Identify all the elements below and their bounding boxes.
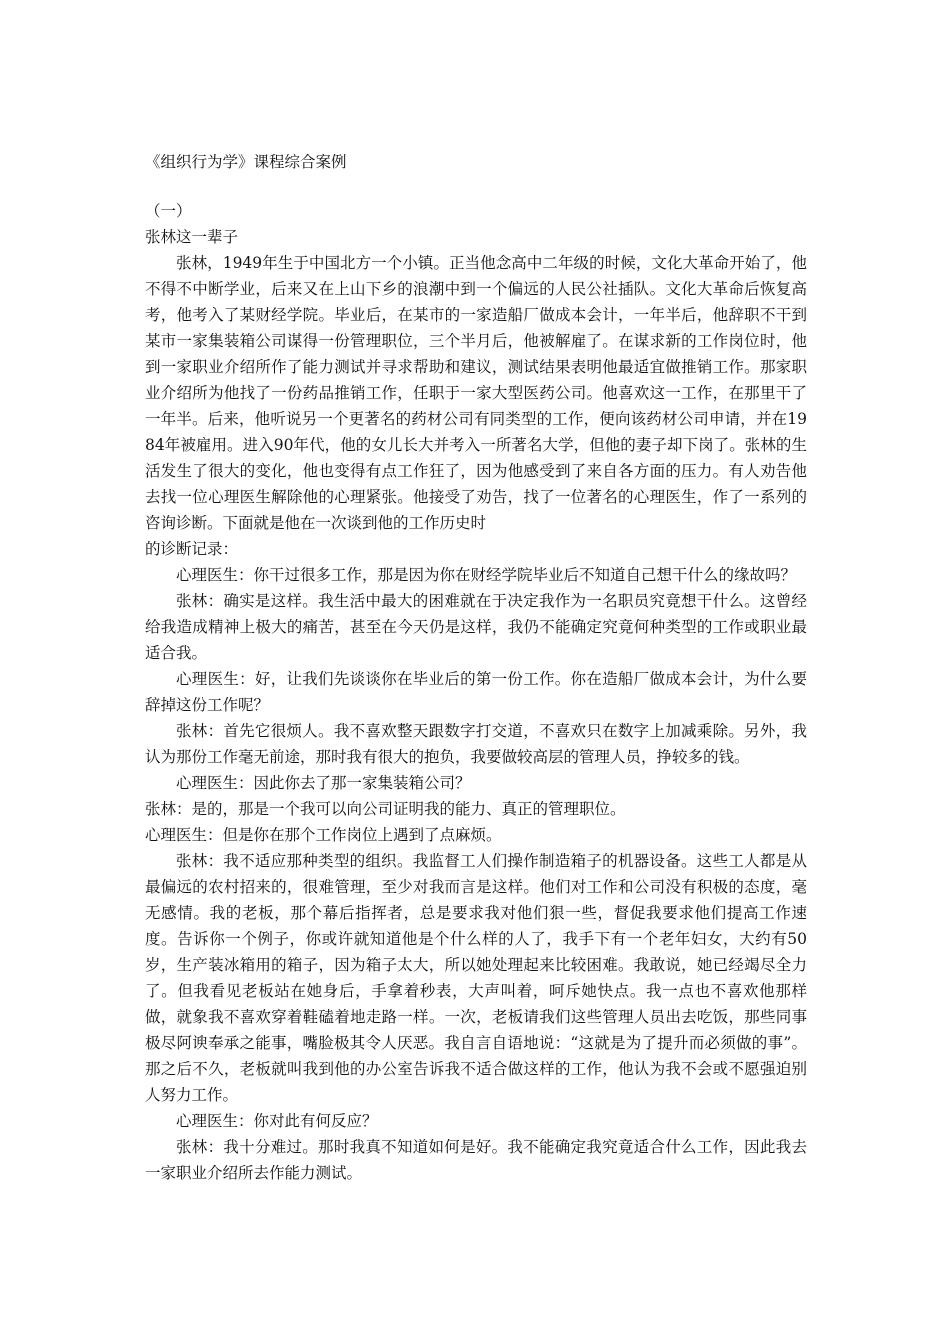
- document-page: [145, 150, 807, 1186]
- body-paragraph: 张林：我十分难过。那时我真不知道如何是好。我不能确定我究竟适合什么工作，因此我去一家职业介绍所去作能力测试。: [145, 1138, 807, 1182]
- body-paragraph: 张林：确实是这样。我生活中最大的困难就在于决定我作为一名职员究竟想干什么。这曾经给我造成精神上极大的痛苦，甚至在今天仍是这样，我仍不能确定究竟何种类型的工作或职业最适合我。: [145, 592, 807, 662]
- body-paragraph: 心理医生：好，让我们先谈谈你在毕业后的第一份工作。你在造船厂做成本会计，为什么要辞掉这份工作呢？: [145, 670, 807, 714]
- case-title: 张林这一辈子: [145, 228, 239, 246]
- body-paragraph: 张林：首先它很烦人。我不喜欢整天跟数字打交道，不喜欢只在数字上加减乘除。另外，我认为那份工作毫无前途，那时我有很大的抱负，我要做较高层的管理人员，挣较多的钱。: [145, 722, 807, 766]
- body-paragraph: 心理医生：但是你在那个工作岗位上遇到了点麻烦。: [145, 826, 502, 844]
- body-paragraph: 张林，1949年生于中国北方一个小镇。正当他念高中二年级的时候，文化大革命开始了，他不得不中断学业，后来又在上山下乡的浪潮中到一个偏远的人民公社插队。文化大革命后恢复高考，他考入了某财经学院。毕业后，在某市的一家造船厂做成本会计，一年半后，他辞职不干到某市一家集装箱公司谋得一份管理职位，三个半月后，他被解雇了。在谋求新的工作岗位时，他到一家职业介绍所作了能力测试并寻求帮助和建议，测试结果表明他最适宜做推销工作。那家职业介绍所为他找了一份药品推销工作，任职于一家大型医药公司。他喜欢这一工作，在那里干了一年半。后来，他听说另一个更著名的药材公司有同类型的工作，便向该药材公司申请，并在1984年被雇用。进入90年代，他的女儿长大并考入一所著名大学，但他的妻子却下岗了。张林的生活发生了很大的变化，他也变得有点工作狂了，因为他感受到了来自各方面的压力。有人劝告他去找一位心理医生解除他的心理紧张。他接受了劝告，找了一位著名的心理医生，作了一系列的咨询诊断。下面就是他在一次谈到他的工作历史时: [145, 254, 807, 532]
- body-paragraph: 张林：是的，那是一个我可以向公司证明我的能力、真正的管理职位。: [145, 800, 626, 818]
- body-paragraph: 心理医生：你对此有何反应？: [176, 1112, 378, 1130]
- body-paragraph: 心理医生：你干过很多工作，那是因为你在财经学院毕业后不知道自己想干什么的缘故吗？: [176, 566, 797, 584]
- body-paragraph: 的诊断记录：: [145, 540, 239, 558]
- body-paragraph: 心理医生：因此你去了那一家集装箱公司？: [176, 774, 471, 792]
- section-number: （一）: [145, 202, 192, 220]
- case-body: [145, 250, 807, 1186]
- body-paragraph: 张林：我不适应那种类型的组织。我监督工人们操作制造箱子的机器设备。这些工人都是从最偏远的农村招来的，很难管理，至少对我而言是这样。他们对工作和公司没有积极的态度，毫无感情。我的老板，那个幕后指挥者，总是要求我对他们狠一些，督促我要求他们提高工作速度。告诉你一个例子，你或许就知道他是个什么样的人了，我手下有一个老年妇女，大约有50岁，生产装冰箱用的箱子，因为箱子太大，所以她处理起来比较困难。我敢说，她已经竭尽全力了。但我看见老板站在她身后，手拿着秒表，大声叫着，呵斥她快点。我一点也不喜欢他那样做，就象我不喜欢穿着鞋磕着地走路一样。一次，老板请我们这些管理人员出去吃饭，那些同事极尽阿谀奉承之能事，嘴脸极其令人厌恶。我自言自语地说：“这就是为了提升而必须做的事”。那之后不久，老板就叫我到他的办公室告诉我不适合做这样的工作，他认为我不会或不愿强迫别人努力工作。: [145, 852, 807, 1104]
- document-title: 《组织行为学》课程综合案例: [145, 153, 347, 171]
